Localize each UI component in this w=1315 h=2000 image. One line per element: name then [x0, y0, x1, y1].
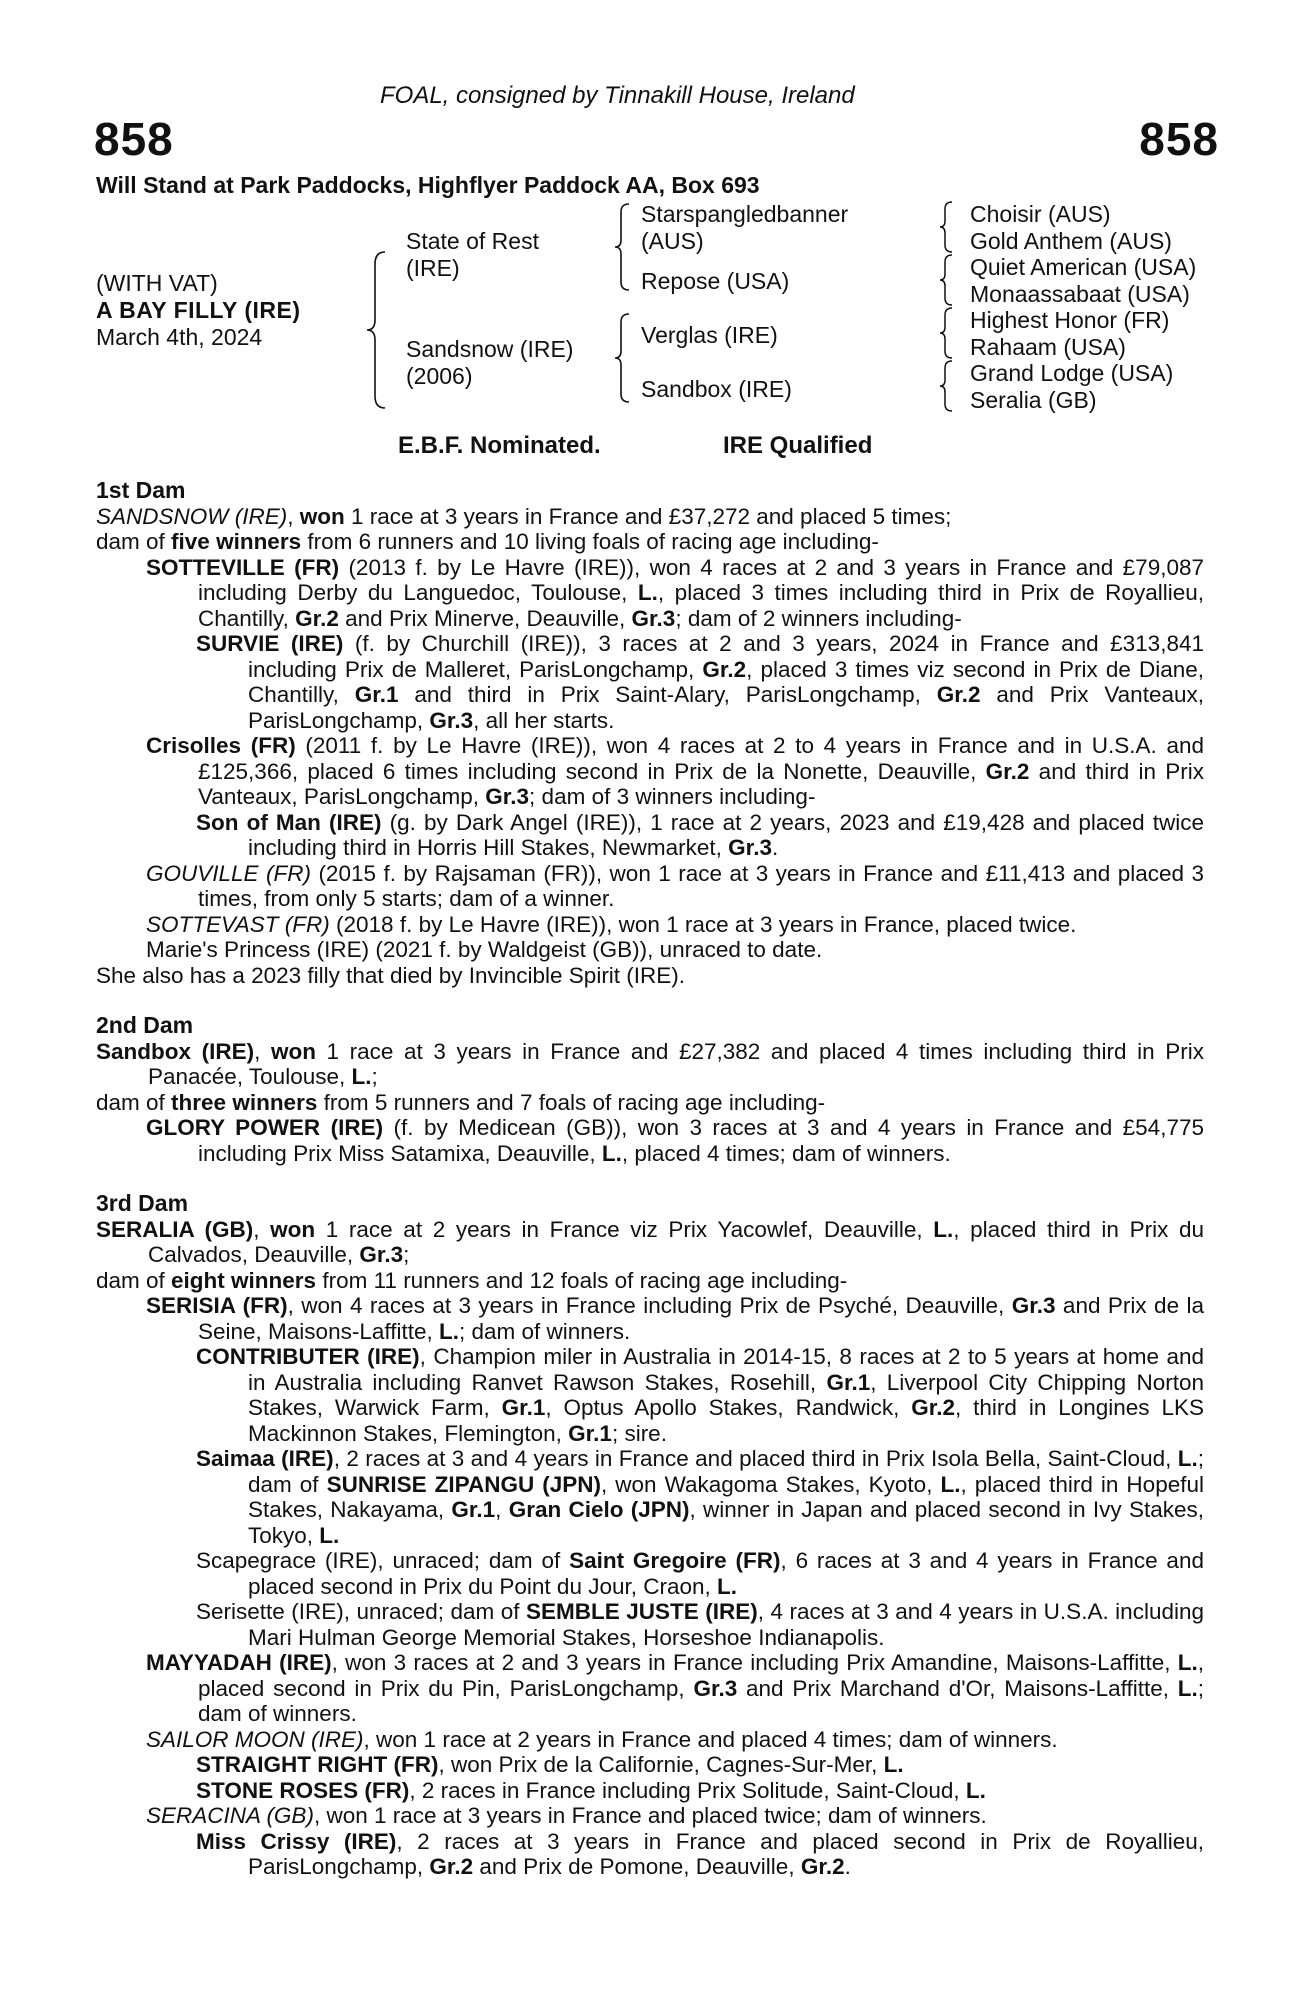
- bold-run: L.: [940, 1471, 961, 1497]
- text-run: (g. by Dark Angel (IRE)), 1 race at 2 years, 2023 and £19,428 and placed twice including third in Horris Hill Stakes, Newmarket,: [248, 809, 1204, 860]
- entry-paragraph: [96, 733, 1204, 810]
- bold-run: STONE ROSES (FR): [196, 1777, 410, 1803]
- bold-run: L.: [319, 1522, 340, 1548]
- bold-run: Sandbox (IRE): [96, 1038, 255, 1064]
- text-run: , Champion miler in Australia in 2014-15, 8 races at 2 to 5 years at home and in Australia including Ranvet Rawson Stakes, Rosehill,: [248, 1344, 1205, 1395]
- text-run: .: [771, 835, 779, 860]
- text-run: , won Prix de la Californie, Cagnes-Sur-Mer,: [438, 1752, 884, 1777]
- text-run: ,: [287, 503, 300, 529]
- pedigree-brace-dam: [613, 312, 633, 404]
- italic-run: SAILOR MOON (IRE): [146, 1726, 364, 1752]
- bold-run: Gr.2: [295, 605, 339, 631]
- text-run: and third in Prix Saint-Alary, ParisLongchamp,: [398, 682, 937, 707]
- consignment-line: FOAL, consigned by Tinnakill House, Ireland: [380, 82, 855, 109]
- text-run: and Prix de la Seine, Maisons-Laffitte,: [198, 1293, 1205, 1344]
- bold-run: Crisolles (FR): [146, 733, 296, 758]
- text-run: (2018 f. by Le Havre (IRE)), won 1 race at 3 years in France, placed twice.: [329, 911, 1077, 937]
- text-run: ,: [495, 1497, 509, 1522]
- bold-run: won: [299, 503, 345, 529]
- text-run: (f. by Churchill (IRE)), 3 races at 2 and 3 years, 2024 in France and £313,841 including Prix de Malleret, ParisLongchamp,: [248, 631, 1204, 682]
- bold-run: L.: [1177, 1446, 1198, 1471]
- stand-location: Will Stand at Park Paddocks, Highflyer Paddock AA, Box 693: [96, 172, 760, 198]
- text-run: and Prix de Pomone, Deauville,: [473, 1854, 801, 1879]
- bold-run: Gr.1: [501, 1395, 546, 1420]
- bold-run: L.: [637, 580, 658, 605]
- bold-run: five winners: [171, 529, 302, 554]
- text-run: (2013 f. by Le Havre (IRE)), won 4 races at 2 and 3 years in France and £79,087 including Derby du Languedoc, Toulouse,: [198, 554, 1204, 605]
- bold-run: SEMBLE JUSTE (IRE): [526, 1599, 758, 1624]
- bold-run: Gr.2: [936, 682, 981, 707]
- dam-name: Sandsnow (IRE): [406, 336, 574, 362]
- text-run: , 2 races at 3 and 4 years in France and placed third in Prix Isola Bella, Saint-Cloud,: [333, 1446, 1178, 1471]
- text-run: ; dam of 3 winners including-: [529, 784, 816, 809]
- bold-run: Gr.2: [985, 758, 1030, 784]
- bold-run: L.: [351, 1064, 372, 1089]
- pedigree-brace-ggp-3: [938, 306, 956, 360]
- pedigree-brace-sire: [613, 202, 633, 292]
- bold-run: Gr.2: [911, 1395, 956, 1420]
- ggp-3: Quiet American (USA): [970, 254, 1197, 280]
- bold-run: L.: [1177, 1650, 1198, 1675]
- bold-run: SOTTEVILLE (FR): [146, 554, 340, 580]
- pedigree-brace-ggp-4: [938, 359, 956, 413]
- entry-paragraph: [96, 810, 1204, 861]
- bold-run: MAYYADAH (IRE): [146, 1650, 332, 1675]
- text-run: dam of: [96, 1267, 172, 1293]
- entry-paragraph: [96, 1217, 1204, 1268]
- text-run: and Prix Vanteaux, ParisLongchamp,: [248, 682, 1204, 733]
- entry-paragraph: [96, 1803, 1204, 1829]
- ebf-nominated: E.B.F. Nominated.: [398, 432, 601, 459]
- section-heading-first-dam: 1st Dam: [96, 477, 186, 503]
- text-run: from 6 runners and 10 living foals of racing age including-: [301, 529, 879, 554]
- bold-run: Gr.2: [429, 1854, 474, 1879]
- bold-run: L.: [965, 1777, 986, 1803]
- italic-run: SANDSNOW (IRE): [96, 503, 288, 529]
- entry-paragraph: [96, 1599, 1204, 1650]
- ggp-1: Choisir (AUS): [970, 201, 1111, 227]
- bold-run: Gr.2: [800, 1854, 845, 1879]
- text-run: and third in Prix Vanteaux, ParisLongchamp,: [198, 758, 1204, 809]
- ire-qualified: IRE Qualified: [723, 432, 873, 459]
- dam-dam-name: Sandbox (IRE): [641, 376, 792, 402]
- entry-paragraph: [96, 555, 1204, 632]
- bold-run: won: [270, 1038, 316, 1064]
- entry-paragraph: [96, 1548, 1204, 1599]
- bold-run: Gr.1: [451, 1497, 496, 1522]
- entry-paragraph: [96, 1650, 1204, 1727]
- pedigree-brace-ggp-1: [938, 200, 956, 254]
- italic-run: SOTTEVAST (FR): [146, 911, 330, 937]
- ggp-5: Highest Honor (FR): [970, 307, 1170, 333]
- bold-run: Gr.3: [631, 605, 676, 631]
- text-run: dam of: [96, 529, 172, 554]
- text-run: Serisette (IRE), unraced; dam of: [196, 1599, 527, 1624]
- text-run: (2011 f. by Le Havre (IRE)), won 4 races at 2 to 4 years in France and in U.S.A. and £125,366, placed 6 times including second in Prix de la Nonette, Deauville,: [198, 733, 1205, 784]
- horse-name: A BAY FILLY (IRE): [96, 297, 301, 323]
- text-run: , Optus Apollo Stakes, Randwick,: [545, 1395, 912, 1420]
- text-run: , 4 races at 3 and 4 years in U.S.A. including Mari Hulman George Memorial Stakes, Horseshoe Indianapolis.: [248, 1599, 1204, 1650]
- text-run: (f. by Medicean (GB)), won 3 races at 3 and 4 years in France and £54,775 including Prix Miss Satamixa, Deauville,: [198, 1115, 1204, 1166]
- entry-paragraph: [96, 529, 1204, 555]
- bold-run: eight winners: [171, 1267, 317, 1293]
- bold-run: SERALIA (GB): [96, 1216, 254, 1242]
- bold-run: L.: [438, 1318, 459, 1344]
- text-run: ,: [253, 1216, 271, 1242]
- bold-run: Gr.3: [359, 1242, 404, 1267]
- sire-sire-origin: (AUS): [641, 228, 704, 254]
- text-run: , third in Longines LKS Mackinnon Stakes, Flemington,: [248, 1395, 1204, 1446]
- bold-run: L.: [1177, 1675, 1198, 1701]
- text-run: (2015 f. by Rajsaman (FR)), won 1 race at 3 years in France and £11,413 and placed 3 times, from only 5 starts; dam of a winner.: [198, 860, 1204, 911]
- text-run: .: [844, 1854, 851, 1879]
- lot-number-left: 858: [94, 113, 174, 165]
- entry-paragraph: [96, 1268, 1204, 1294]
- text-run: , winner in Japan and placed second in Ivy Stakes, Tokyo,: [248, 1497, 1204, 1548]
- text-run: , placed 3 times including third in Prix de Royallieu, Chantilly,: [198, 580, 1204, 631]
- section-gap: [96, 1166, 1204, 1191]
- bold-run: GLORY POWER (IRE): [146, 1115, 384, 1140]
- text-run: , placed third in Prix du Calvados, Deauville,: [148, 1216, 1204, 1267]
- entry-paragraph: [96, 1090, 1204, 1116]
- vat-note: (WITH VAT): [96, 270, 218, 296]
- lot-number-right: 858: [1139, 113, 1219, 165]
- entry-paragraph: [96, 504, 1204, 530]
- text-run: , placed second in Prix du Pin, ParisLongchamp,: [198, 1650, 1204, 1701]
- text-run: and Prix Marchand d'Or, Maisons-Laffitte,: [737, 1675, 1178, 1701]
- pedigree-brace-main: [365, 250, 389, 410]
- ggp-8: Seralia (GB): [970, 387, 1097, 413]
- text-run: from 11 runners and 12 foals of racing age including-: [316, 1267, 848, 1293]
- entry-paragraph: [96, 1446, 1204, 1548]
- text-run: , won 1 race at 3 years in France and placed twice; dam of winners.: [313, 1803, 987, 1828]
- bold-run: Gr.1: [826, 1369, 871, 1395]
- bold-run: Gran Cielo (JPN): [508, 1497, 690, 1522]
- entry-paragraph: [96, 1115, 1204, 1166]
- text-run: ;: [403, 1242, 410, 1267]
- text-run: She also has a 2023 filly that died by Invincible Spirit (IRE).: [96, 962, 686, 988]
- entry-paragraph: [96, 861, 1204, 912]
- text-run: Scapegrace (IRE), unraced; dam of: [196, 1548, 570, 1573]
- text-run: 1 race at 2 years in France viz Prix Yacowlef, Deauville,: [315, 1216, 934, 1242]
- text-run: ; sire.: [611, 1420, 667, 1446]
- bold-run: L.: [883, 1752, 904, 1777]
- pedigree-brace-ggp-2: [938, 253, 956, 307]
- text-run: , won 1 race at 2 years in France and placed 4 times; dam of winners.: [363, 1726, 1058, 1752]
- entry-paragraph: [96, 631, 1204, 733]
- text-run: , placed third in Hopeful Stakes, Nakayama,: [248, 1471, 1204, 1522]
- bold-run: Gr.3: [728, 835, 772, 860]
- bold-run: Saint Gregoire (FR): [569, 1548, 781, 1573]
- italic-run: GOUVILLE (FR): [146, 860, 311, 886]
- text-run: Marie's Princess (IRE) (2021 f. by Waldgeist (GB)), unraced to date.: [146, 937, 823, 962]
- bold-run: L.: [933, 1216, 954, 1242]
- text-run: , 6 races at 3 and 4 years in France and placed second in Prix du Point du Jour, Craon,: [248, 1548, 1204, 1599]
- entry-paragraph: [96, 1752, 1204, 1778]
- catalogue-body: [96, 478, 1204, 1880]
- sire-sire-name: Starspangledbanner: [641, 201, 849, 227]
- ggp-6: Rahaam (USA): [970, 334, 1126, 360]
- text-run: , all her starts.: [473, 707, 615, 733]
- bold-run: L.: [717, 1573, 738, 1599]
- text-run: ; dam of 2 winners including-: [675, 605, 962, 631]
- text-run: , placed 4 times; dam of winners.: [621, 1140, 951, 1166]
- entry-paragraph: [96, 912, 1204, 938]
- bold-run: STRAIGHT RIGHT (FR): [196, 1752, 439, 1777]
- entry-paragraph: [96, 1344, 1204, 1446]
- entry-paragraph: [96, 1293, 1204, 1344]
- bold-run: Gr.3: [429, 707, 474, 733]
- text-run: , 2 races at 3 years in France and placed second in Prix de Royallieu, ParisLongchamp,: [248, 1828, 1205, 1879]
- entry-paragraph: [96, 1727, 1204, 1753]
- entry-paragraph: [96, 1829, 1204, 1880]
- ggp-4: Monaassabaat (USA): [970, 281, 1190, 307]
- entries-list: [96, 504, 1204, 1880]
- text-run: , won 3 races at 2 and 3 years in France including Prix Amandine, Maisons-Laffitte,: [331, 1650, 1178, 1675]
- text-run: , won 4 races at 3 years in France including Prix de Psyché, Deauville,: [287, 1293, 1012, 1318]
- text-run: 1 race at 3 years in France and £27,382 and placed 4 times including third in Prix Panacée, Toulouse,: [148, 1038, 1205, 1089]
- bold-run: SERISIA (FR): [146, 1293, 288, 1318]
- text-run: , placed 3 times viz second in Prix de Diane, Chantilly,: [248, 656, 1204, 707]
- ggp-7: Grand Lodge (USA): [970, 360, 1174, 386]
- bold-run: Gr.3: [1011, 1293, 1056, 1318]
- text-run: , 2 races in France including Prix Solitude, Saint-Cloud,: [409, 1777, 966, 1803]
- bold-run: Miss Crissy (IRE): [196, 1828, 397, 1854]
- bold-run: CONTRIBUTER (IRE): [196, 1344, 420, 1369]
- text-run: ; dam of winners.: [458, 1318, 631, 1344]
- dam-sire-name: Verglas (IRE): [641, 322, 778, 348]
- text-run: dam of: [96, 1089, 172, 1115]
- entry-paragraph: [96, 937, 1204, 963]
- foaling-date: March 4th, 2024: [96, 324, 263, 350]
- bold-run: Son of Man (IRE): [196, 809, 382, 835]
- entry-paragraph: [96, 1039, 1204, 1090]
- bold-run: SURVIE (IRE): [196, 631, 344, 656]
- bold-run: Saimaa (IRE): [196, 1446, 334, 1471]
- sire-origin: (IRE): [406, 255, 460, 281]
- section-heading-second-dam: 2nd Dam: [96, 1012, 194, 1038]
- sire-name: State of Rest: [406, 228, 539, 254]
- bold-run: L.: [601, 1140, 622, 1166]
- text-run: 1 race at 3 years in France and £37,272 and placed 5 times;: [344, 503, 952, 529]
- text-run: ; dam of winners.: [198, 1675, 1204, 1726]
- bold-run: Gr.3: [485, 784, 530, 809]
- bold-run: Gr.3: [693, 1675, 738, 1701]
- bold-run: Gr.1: [568, 1420, 612, 1446]
- entry-paragraph: [96, 963, 1204, 989]
- bold-run: SUNRISE ZIPANGU (JPN): [326, 1471, 602, 1497]
- bold-run: won: [270, 1216, 316, 1242]
- bold-run: Gr.2: [702, 656, 747, 682]
- section-gap: [96, 988, 1204, 1013]
- text-run: , won Wakagoma Stakes, Kyoto,: [601, 1471, 941, 1497]
- dam-year: (2006): [406, 363, 473, 389]
- text-run: ,: [254, 1038, 271, 1064]
- bold-run: Gr.1: [354, 682, 399, 707]
- entry-paragraph: [96, 1778, 1204, 1804]
- ggp-2: Gold Anthem (AUS): [970, 228, 1172, 254]
- italic-run: SERACINA (GB): [146, 1803, 314, 1828]
- text-run: ; dam of: [248, 1446, 1204, 1497]
- bold-run: three winners: [171, 1089, 318, 1115]
- sire-dam-name: Repose (USA): [641, 268, 790, 294]
- text-run: and Prix Minerve, Deauville,: [338, 605, 632, 631]
- text-run: , Liverpool City Chipping Norton Stakes, Warwick Farm,: [248, 1369, 1204, 1420]
- text-run: ;: [371, 1064, 378, 1089]
- section-heading-third-dam: 3rd Dam: [96, 1190, 189, 1216]
- text-run: from 5 runners and 7 foals of racing age including-: [317, 1089, 826, 1115]
